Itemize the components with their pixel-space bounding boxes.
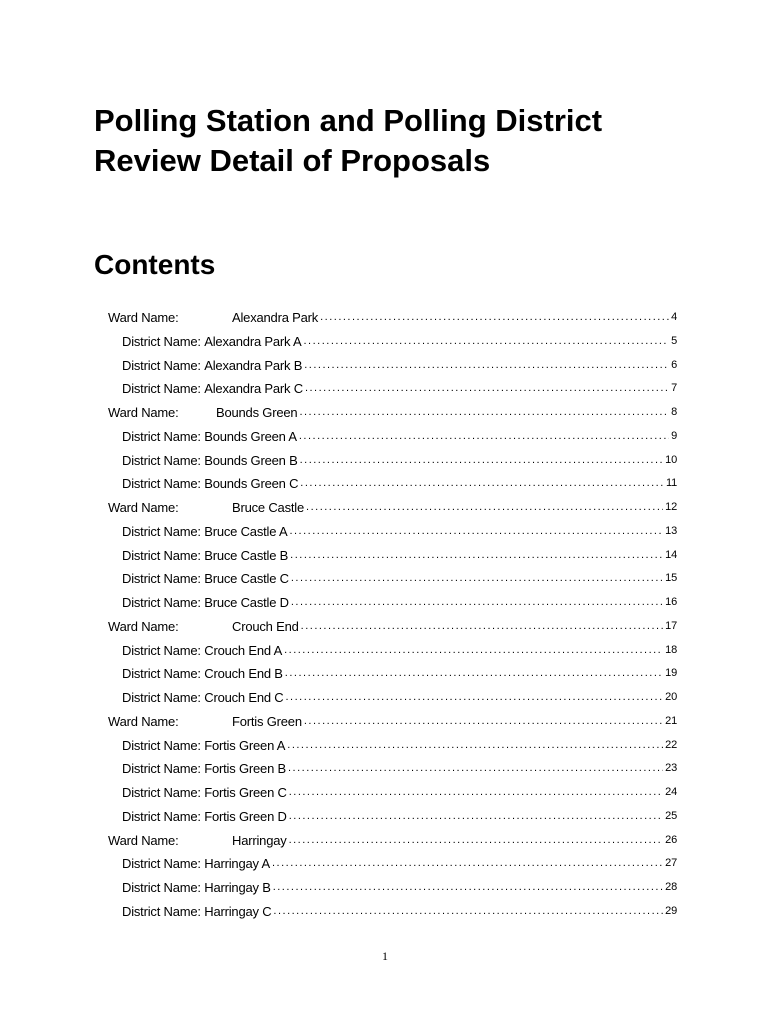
toc-page-number: 7 (671, 382, 677, 395)
toc-entry-name: Crouch End (232, 618, 299, 634)
toc-ward-entry[interactable] (0, 306, 770, 330)
district-name-label: District Name: (122, 785, 201, 800)
toc-entry-name: Alexandra Park C (204, 381, 303, 397)
toc-page-number: 25 (665, 809, 677, 822)
dot-leader (305, 377, 669, 401)
district-name-label: District Name: (122, 856, 201, 872)
dot-leader (289, 781, 663, 805)
toc-entry-name: Fortis Green A (204, 737, 286, 753)
toc-entry-line (122, 734, 677, 758)
toc-entry-name: Bounds Green A (204, 428, 297, 444)
dot-leader (306, 496, 663, 520)
toc-entry-name: Alexandra Park A (204, 333, 302, 349)
toc-entry-line (122, 757, 677, 781)
toc-page-number: 8 (671, 406, 677, 418)
toc-entry-name: Fortis Green C (204, 785, 287, 800)
toc-district-entry[interactable] (0, 757, 770, 781)
district-name-label: District Name: (122, 357, 201, 373)
toc-entry-name: Bruce Castle B (204, 547, 289, 563)
district-name-label: District Name: (122, 737, 201, 753)
toc-page-number: 5 (671, 334, 677, 347)
toc-district-entry[interactable] (0, 449, 770, 473)
toc-entry-line (122, 472, 677, 496)
toc-ward-entry[interactable] (0, 401, 770, 425)
toc-district-entry[interactable] (0, 472, 770, 496)
toc-entry-name: Crouch End C (204, 690, 284, 705)
toc-entry-line (108, 829, 677, 853)
district-name-label: District Name: (122, 428, 201, 444)
ward-name-label: Ward Name: (108, 500, 179, 515)
toc-district-entry[interactable] (0, 639, 770, 663)
district-name-label: District Name: (122, 547, 201, 563)
toc-district-entry[interactable] (0, 544, 770, 568)
ward-name-label: Ward Name: (108, 310, 179, 325)
dot-leader (289, 805, 663, 829)
district-name-label: District Name: (122, 476, 201, 492)
toc-entry-name: Alexandra Park B (204, 357, 303, 373)
toc-entry-line (108, 496, 677, 520)
district-name-label: District Name: (122, 571, 201, 587)
toc-entry-name: Bruce Castle C (204, 571, 289, 587)
toc-entry-name: Harringay (232, 832, 287, 848)
toc-entry-name: Fortis Green (232, 713, 302, 729)
ward-name-label: Ward Name: (108, 713, 179, 729)
toc-entry-line (108, 615, 677, 639)
dot-leader (288, 757, 663, 781)
toc-page-number: 13 (665, 524, 677, 537)
district-name-label: District Name: (122, 595, 201, 610)
dot-leader (289, 520, 663, 544)
toc-entry-name: Harringay C (204, 903, 272, 919)
toc-ward-entry[interactable] (0, 496, 770, 520)
dot-leader (300, 449, 664, 473)
toc-entry-line (122, 544, 677, 568)
dot-leader (289, 829, 664, 853)
dot-leader (272, 852, 663, 876)
toc-page-number: 10 (665, 453, 677, 466)
toc-entry-line (122, 354, 677, 378)
document-title-line-1: Polling Station and Polling District (94, 103, 603, 138)
toc-district-entry[interactable] (0, 686, 770, 710)
toc-district-entry[interactable] (0, 805, 770, 829)
dot-leader (299, 425, 669, 449)
toc-page-number: 21 (665, 714, 677, 727)
district-name-label: District Name: (122, 690, 201, 705)
toc-entry-name: Bruce Castle (232, 500, 305, 515)
document-title-line-2: Review Detail of Proposals (94, 143, 491, 178)
toc-page-number: 20 (665, 691, 677, 703)
dot-leader (304, 330, 670, 354)
toc-district-entry[interactable] (0, 662, 770, 686)
toc-entry-line (122, 852, 677, 876)
dot-leader (320, 306, 669, 330)
toc-entry-name: Bounds Green B (204, 452, 298, 468)
toc-entry-line (122, 425, 677, 449)
toc-district-entry[interactable] (0, 520, 770, 544)
district-name-label: District Name: (122, 523, 201, 539)
dot-leader (290, 544, 663, 568)
dot-leader (301, 615, 664, 639)
toc-page-number: 27 (665, 857, 677, 870)
toc-page-number: 23 (665, 762, 677, 775)
toc-entry-line (122, 449, 677, 473)
toc-district-entry[interactable] (0, 330, 770, 354)
toc-page-number: 12 (665, 501, 677, 513)
district-name-label: District Name: (122, 381, 201, 397)
dot-leader (273, 900, 663, 924)
toc-entry-line (122, 377, 677, 401)
toc-entry-name: Crouch End B (204, 666, 283, 682)
toc-district-entry[interactable] (0, 876, 770, 900)
toc-entry-line (122, 686, 677, 710)
district-name-label: District Name: (122, 880, 201, 895)
table-of-contents (0, 306, 770, 924)
toc-entry-line (122, 876, 677, 900)
toc-district-entry[interactable] (0, 734, 770, 758)
toc-district-entry[interactable] (0, 900, 770, 924)
toc-page-number: 16 (665, 596, 677, 608)
ward-name-label: Ward Name: (108, 405, 179, 420)
toc-district-entry[interactable] (0, 354, 770, 378)
toc-entry-line (122, 567, 677, 591)
district-name-label: District Name: (122, 642, 201, 658)
toc-page-number: 22 (665, 738, 677, 751)
toc-page-number: 28 (665, 881, 677, 893)
toc-entry-name: Alexandra Park (232, 310, 319, 325)
dot-leader (287, 734, 663, 758)
district-name-label: District Name: (122, 761, 201, 777)
toc-entry-name: Harringay A (204, 856, 270, 872)
toc-entry-line (108, 401, 677, 425)
toc-entry-line (122, 520, 677, 544)
toc-entry-line (122, 662, 677, 686)
toc-district-entry[interactable] (0, 781, 770, 805)
ward-name-label: Ward Name: (108, 832, 179, 848)
dot-leader (291, 591, 663, 615)
toc-district-entry[interactable] (0, 852, 770, 876)
ward-name-label: Ward Name: (108, 618, 179, 634)
contents-heading: Contents (94, 249, 216, 280)
dot-leader (299, 401, 669, 425)
district-name-label: District Name: (122, 452, 201, 468)
toc-entry-name: Bruce Castle D (204, 595, 289, 610)
toc-entry-name: Bruce Castle A (204, 523, 288, 539)
document-title (94, 101, 714, 181)
toc-entry-name: Bounds Green C (204, 476, 299, 492)
toc-page-number: 9 (671, 429, 677, 442)
toc-district-entry[interactable] (0, 567, 770, 591)
toc-page-number: 11 (665, 477, 677, 490)
dot-leader (304, 710, 663, 734)
page-number: 1 (382, 949, 388, 963)
dot-leader (284, 639, 663, 663)
district-name-label: District Name: (122, 333, 201, 349)
district-name-label: District Name: (122, 808, 201, 824)
toc-entry-line (122, 805, 677, 829)
toc-entry-line (122, 591, 677, 615)
dot-leader (304, 354, 669, 378)
toc-entry-line (122, 900, 677, 924)
toc-ward-entry[interactable] (0, 615, 770, 639)
toc-page-number: 29 (665, 904, 677, 917)
toc-entry-line (108, 306, 677, 330)
toc-entry-name: Crouch End A (204, 642, 283, 658)
toc-entry-line (122, 639, 677, 663)
toc-page-number: 4 (671, 311, 677, 323)
toc-page-number: 19 (665, 667, 677, 680)
district-name-label: District Name: (122, 666, 201, 682)
toc-ward-entry[interactable] (0, 829, 770, 853)
toc-entry-name: Bounds Green (216, 405, 298, 420)
toc-entry-line (122, 781, 677, 805)
toc-entry-name: Fortis Green B (204, 761, 286, 777)
toc-page-number: 24 (665, 786, 677, 798)
toc-entry-line (122, 330, 677, 354)
toc-page-number: 18 (665, 643, 677, 656)
district-name-label: District Name: (122, 903, 201, 919)
toc-page-number: 26 (665, 833, 677, 846)
toc-page-number: 14 (665, 548, 677, 561)
dot-leader (285, 662, 663, 686)
toc-district-entry[interactable] (0, 591, 770, 615)
toc-district-entry[interactable] (0, 425, 770, 449)
toc-entry-name: Harringay B (204, 880, 271, 895)
dot-leader (300, 472, 664, 496)
dot-leader (273, 876, 663, 900)
toc-district-entry[interactable] (0, 377, 770, 401)
dot-leader (291, 567, 663, 591)
toc-page-number: 17 (665, 619, 677, 632)
toc-page-number: 15 (665, 572, 677, 585)
toc-page-number: 6 (671, 358, 677, 371)
toc-entry-line (108, 710, 677, 734)
dot-leader (286, 686, 664, 710)
toc-ward-entry[interactable] (0, 710, 770, 734)
toc-entry-name: Fortis Green D (204, 808, 287, 824)
